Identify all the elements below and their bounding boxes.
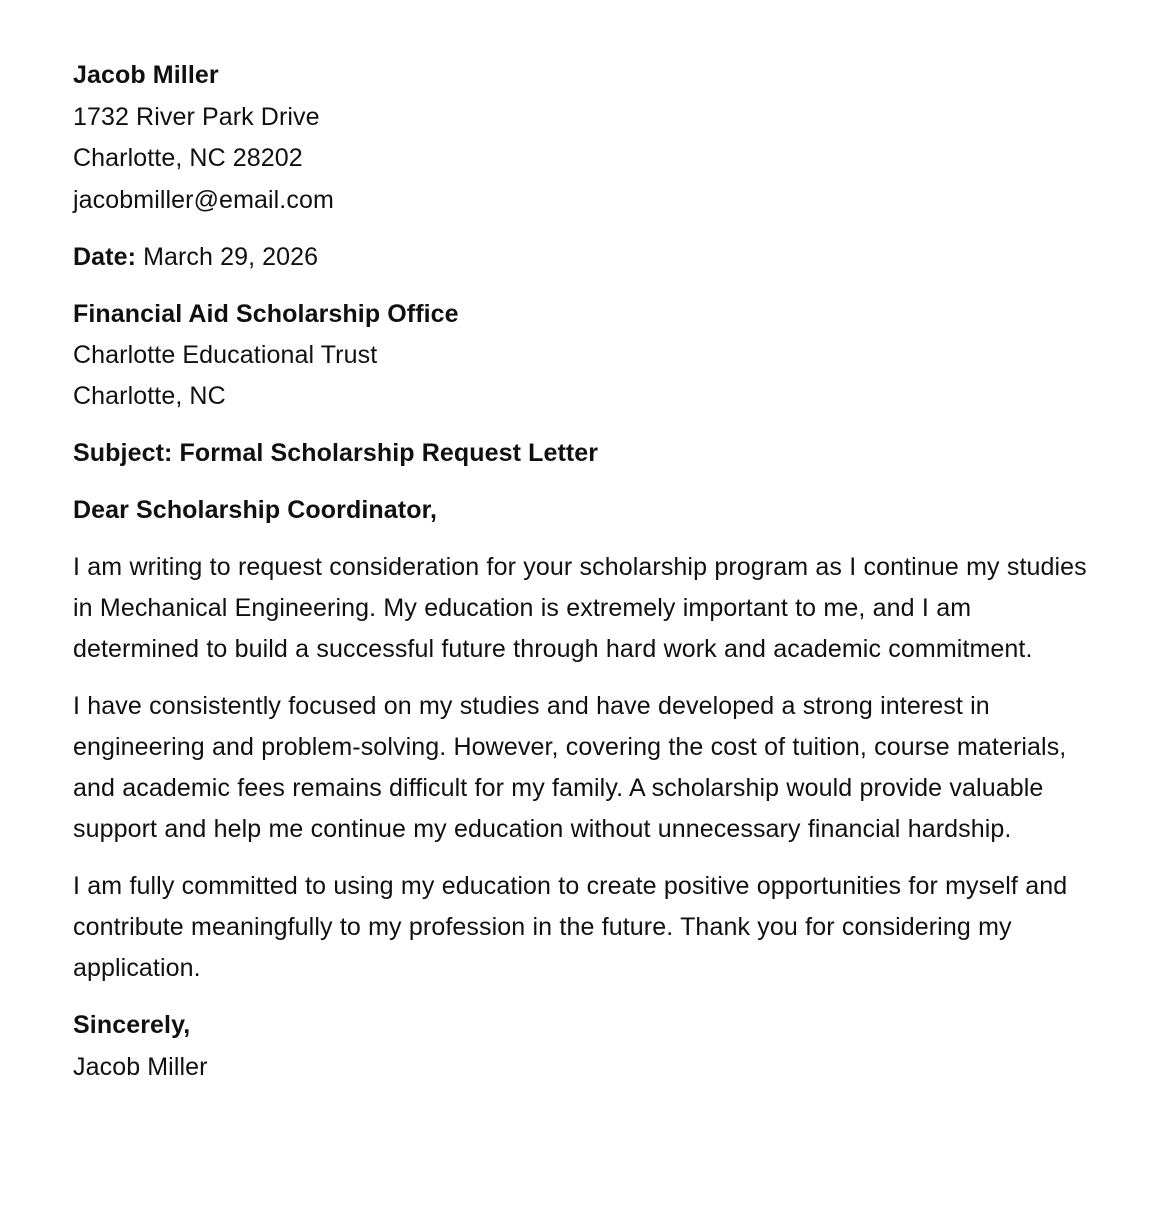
date-line — [73, 237, 1090, 278]
letter-body — [73, 55, 1090, 1088]
date-value: March 29, 2026 — [143, 243, 319, 271]
signature-name: Jacob Miller — [73, 1052, 208, 1081]
sender-email: jacobmiller@email.com — [73, 185, 334, 214]
recipient-organization: Charlotte Educational Trust — [73, 341, 378, 369]
body-paragraph: I am fully committed to using my education to create positive opportunities for myself and contribute meaningfully to my profession in the future. Thank you for considering my application. — [73, 872, 1068, 982]
recipient-address-block — [73, 294, 1090, 417]
recipient-office: Financial Aid Scholarship Office — [73, 300, 459, 328]
recipient-city-state: Charlotte, NC — [73, 382, 226, 410]
sender-name: Jacob Miller — [73, 61, 219, 89]
sender-city-state-zip: Charlotte, NC 28202 — [73, 144, 303, 172]
salutation: Dear Scholarship Coordinator, — [73, 496, 438, 524]
body-paragraph: I have consistently focused on my studies and have developed a strong interest in engineering and problem-solving. However, covering the cost of tuition, course materials, and academic fees remains difficult for my family. A scholarship would provide valuable support and help me continue my education without unnecessary financial hardship. — [73, 692, 1067, 843]
valediction: Sincerely, — [73, 1011, 191, 1039]
date-label: Date: — [73, 243, 137, 271]
sender-address-block — [73, 55, 1090, 221]
body-paragraph: I am writing to request consideration for your scholarship program as I continue my studies in Mechanical Engineering. My education is extremely important to me, and I am determined to build a successful future through hard work and academic commitment. — [73, 553, 1087, 663]
subject-line: Subject: Formal Scholarship Request Letter — [73, 439, 599, 467]
closing-block — [73, 1005, 1090, 1088]
sender-street: 1732 River Park Drive — [73, 102, 320, 131]
